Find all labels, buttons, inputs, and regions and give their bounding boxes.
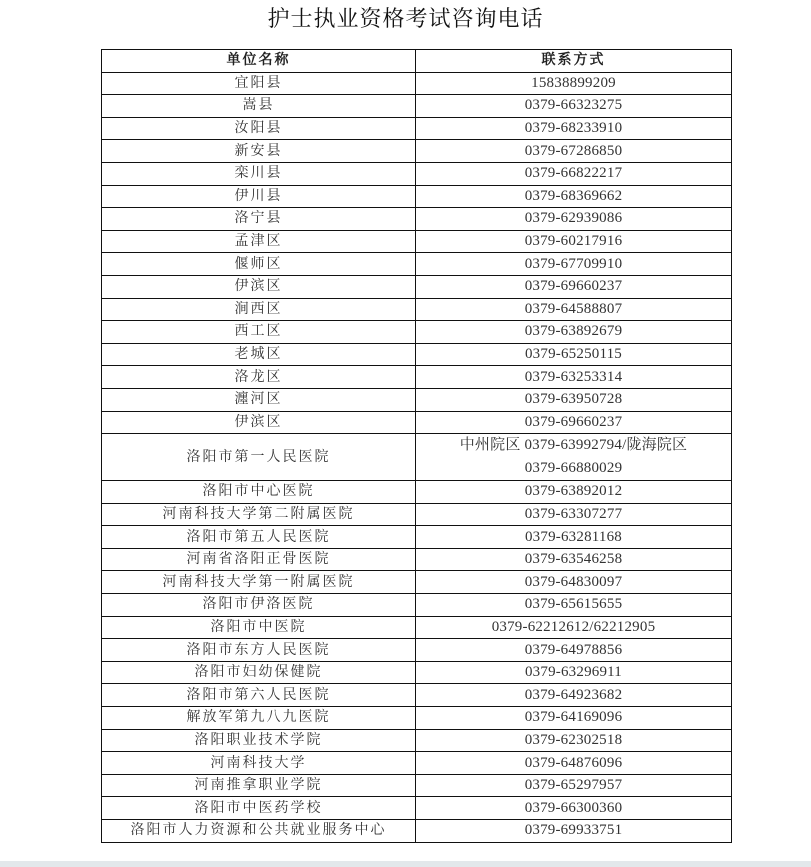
table-row [102,411,732,434]
contact-phone-cell [416,140,732,163]
phone-number: 0379-64830097 [524,573,623,590]
unit-name-cell: 洛阳市第五人民医院 [102,526,416,549]
phone-number: 0379-62939086 [524,210,623,227]
contact-phone-cell [416,366,732,389]
table-row [102,366,732,389]
phone-number: 15838899209 [531,74,616,91]
phone-number: 0379-63281168 [524,528,623,545]
unit-name-cell: 洛阳市第六人民医院 [102,684,416,707]
contact-phone-cell [416,411,732,434]
unit-name-cell: 涧西区 [102,298,416,321]
contact-phone-cell [416,230,732,253]
contact-phone-cell [416,503,732,526]
bottom-divider-band [0,861,811,867]
contact-phone-cell [416,95,732,118]
phone-number: 0379-62302518 [524,731,623,748]
column-header-unit-name: 单位名称 [102,50,416,73]
table-row [102,752,732,775]
phone-number: 0379-69660237 [524,413,623,430]
page-title: 护士执业资格考试咨询电话 [267,7,544,32]
phone-number: 0379-63253314 [524,368,623,385]
contact-phone-cell [416,388,732,411]
contact-phone-cell [416,752,732,775]
table-row [102,208,732,231]
table-row [102,526,732,549]
contact-phone-cell [416,117,732,140]
unit-name-cell: 洛阳市妇幼保健院 [102,661,416,684]
table-row [102,230,732,253]
phone-number: 0379-63296911 [524,664,623,681]
contact-phone-cell [416,774,732,797]
phone-number: 0379-69933751 [524,822,623,839]
phone-number: 0379-63546258 [524,551,623,568]
unit-name-cell: 伊滨区 [102,275,416,298]
table-row [102,616,732,639]
unit-name-cell: 洛阳市东方人民医院 [102,639,416,662]
table-row [102,548,732,571]
phone-number: 中州院区 0379-63992794/陇海院区 [459,437,688,454]
unit-name-cell: 伊滨区 [102,411,416,434]
phone-number: 0379-63307277 [524,505,623,522]
phone-number: 0379-63950728 [524,391,623,408]
unit-name-cell: 宜阳县 [102,72,416,95]
contact-phone-cell [416,208,732,231]
contact-phone-cell [416,820,732,843]
unit-name-cell: 洛阳市伊洛医院 [102,594,416,617]
table-row [102,343,732,366]
unit-name-cell: 老城区 [102,343,416,366]
contact-phone-cell [416,639,732,662]
unit-name-cell: 嵩县 [102,95,416,118]
phone-number: 0379-63892679 [524,323,623,340]
contact-phone-cell [416,72,732,95]
contact-phone-cell [416,729,732,752]
unit-name-cell: 河南科技大学 [102,752,416,775]
unit-name-cell: 伊川县 [102,185,416,208]
unit-name-cell: 洛宁县 [102,208,416,231]
table-row [102,185,732,208]
table-row [102,729,732,752]
contact-table [101,49,732,843]
table-row [102,434,732,481]
phone-number: 0379-66323275 [524,97,623,114]
unit-name-cell: 瀍河区 [102,388,416,411]
table-row [102,298,732,321]
unit-name-cell: 洛阳市第一人民医院 [102,434,416,481]
contact-phone-cell [416,797,732,820]
table-row [102,481,732,504]
phone-number: 0379-69660237 [524,278,623,295]
table-row [102,140,732,163]
contact-phone-cell [416,571,732,594]
table-header-row [102,50,732,73]
table-body [102,72,732,842]
table-row [102,594,732,617]
unit-name-cell: 洛阳职业技术学院 [102,729,416,752]
table-row [102,571,732,594]
unit-name-cell: 洛阳市中医院 [102,616,416,639]
contact-phone-cell [416,526,732,549]
contact-phone-cell [416,185,732,208]
table-row [102,774,732,797]
contact-phone-cell [416,162,732,185]
contact-phone-cell [416,275,732,298]
table-row [102,388,732,411]
table-row [102,117,732,140]
contact-phone-cell [416,548,732,571]
table-row [102,253,732,276]
unit-name-cell: 洛阳市中心医院 [102,481,416,504]
contact-phone-cell [416,684,732,707]
unit-name-cell: 洛龙区 [102,366,416,389]
table-row [102,639,732,662]
unit-name-cell: 西工区 [102,321,416,344]
table-row [102,321,732,344]
phone-number: 0379-66880029 [524,460,623,477]
phone-number: 0379-67709910 [524,255,623,272]
unit-name-cell: 孟津区 [102,230,416,253]
phone-number: 0379-68233910 [524,120,623,137]
contact-phone-cell [416,434,732,481]
table-row [102,162,732,185]
table-row [102,684,732,707]
phone-number: 0379-64978856 [524,641,623,658]
unit-name-cell: 偃师区 [102,253,416,276]
table-row [102,503,732,526]
column-header-contact: 联系方式 [416,50,732,73]
unit-name-cell: 河南科技大学第一附属医院 [102,571,416,594]
table-row [102,661,732,684]
phone-number: 0379-62212612/62212905 [491,618,656,635]
contact-phone-cell [416,616,732,639]
table-row [102,820,732,843]
table-row [102,95,732,118]
unit-name-cell: 汝阳县 [102,117,416,140]
unit-name-cell: 河南省洛阳正骨医院 [102,548,416,571]
contact-phone-cell [416,343,732,366]
phone-number: 0379-64876096 [524,754,623,771]
phone-number: 0379-60217916 [524,233,623,250]
contact-phone-cell [416,298,732,321]
phone-number: 0379-64169096 [524,709,623,726]
contact-phone-cell [416,707,732,730]
contact-phone-cell [416,253,732,276]
unit-name-cell: 河南科技大学第二附属医院 [102,503,416,526]
phone-number: 0379-66300360 [524,799,623,816]
contact-phone-cell [416,481,732,504]
table-row [102,275,732,298]
unit-name-cell: 栾川县 [102,162,416,185]
phone-number: 0379-65615655 [524,596,623,613]
contact-phone-cell [416,661,732,684]
unit-name-cell: 洛阳市中医药学校 [102,797,416,820]
phone-number: 0379-67286850 [524,142,623,159]
contact-phone-cell [416,321,732,344]
unit-name-cell: 解放军第九八九医院 [102,707,416,730]
table-row [102,797,732,820]
table-row [102,72,732,95]
phone-number: 0379-63892012 [524,483,623,500]
phone-number: 0379-68369662 [524,187,623,204]
phone-number: 0379-64588807 [524,300,623,317]
unit-name-cell: 河南推拿职业学院 [102,774,416,797]
phone-number: 0379-65250115 [524,346,623,363]
phone-number: 0379-65297957 [524,777,623,794]
phone-number: 0379-64923682 [524,686,623,703]
contact-phone-cell [416,594,732,617]
unit-name-cell: 洛阳市人力资源和公共就业服务中心 [102,820,416,843]
phone-number: 0379-66822217 [524,165,623,182]
unit-name-cell: 新安县 [102,140,416,163]
table-row [102,707,732,730]
